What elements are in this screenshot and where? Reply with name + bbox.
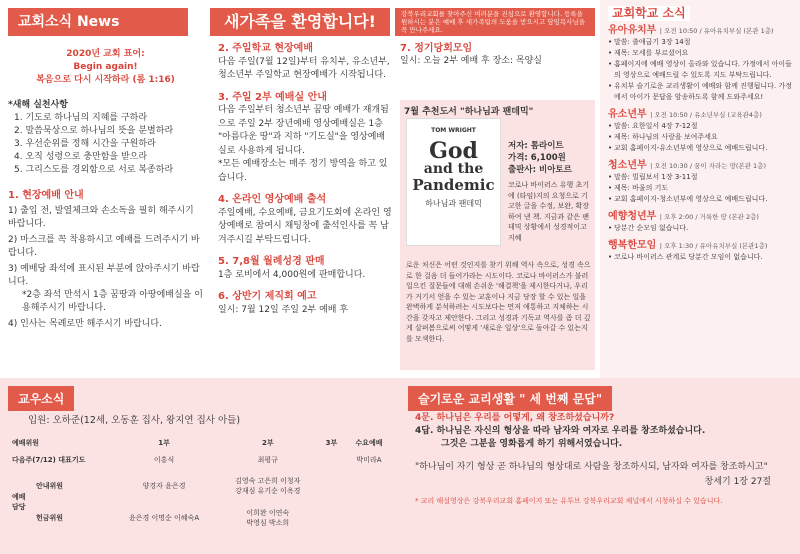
group-happy: 행복한모임 | 오후 1:30 / 유아유치부실 (본관1층) • 코로나 바이러스 관계로 당분간 모임이 없습니다. (608, 240, 792, 263)
s6-body: 일시: 7월 12일 주일 2부 예배 후 (218, 304, 349, 315)
table-cell: 김영숙 고은희 이청자 강재심 유기순 이옥경 (235, 477, 301, 495)
motto-line-1: Begin again! (73, 62, 138, 72)
s7-title: 7. 정기당회모임 (400, 43, 473, 54)
book-title: 7월 추천도서 "하나님과 팬데믹" (404, 107, 534, 117)
table-row (8, 502, 393, 534)
group-item: • 홈페이지에 예배 영상이 올라와 있습니다. 가정에서 아이들의 영상으로 예배드릴 수 있도록 지도 부탁드립니다. (608, 59, 792, 81)
group-name: 행복한모임 (608, 240, 657, 251)
book-publisher: 출판사: 비아토르 (508, 165, 572, 175)
group-item: • 코로나 바이러스 관계로 당분간 모임이 없습니다. (608, 252, 792, 263)
book-recommendation (400, 100, 595, 370)
welcome-note: 강북우리교회를 찾아주신 여러분을 진심으로 환영합니다. 등록을 원하시는 분은 예배 후 새가족팀의 도움을 받으시고 담임목사님을 꼭 만나주세요. (395, 8, 595, 36)
book-description-2: 로운 처신은 어떤 것인지를 찾기 위해 역사 속으로, 성경 속으로 한 걸음 더 들어가라는 시도이다. 코로나 바이러스가 불러일으킨 질문들에 대해 손쉬운 '해결책'을 제시한다거나, 우리가 거기서 얻을 수 있는 교훈이나 지금 당장 할 수 있는 일을 완벽하게 분석하려는 시도보다는 먼저 애통하고 지체하는 시간을 갖자고 제안한다. 그리고 성경과 기독교 역사를 좀 더 깊게 살펴봄으로써 어떻게 '새로운 일상'으로 돌아갈 수 있는지를 모색한다. (406, 261, 591, 343)
table-cell: 양경자 윤은경 (142, 482, 186, 490)
table-cell: 예배 담당 (12, 493, 26, 511)
doctrine-answer-1: 4답. 하나님은 자신의 형상을 따라 남자와 여자로 우리를 창조하셨습니다. (415, 426, 706, 436)
motto-line-2: 복음으로 다시 시작하라 (롬 1:16) (36, 75, 175, 85)
table-cell (318, 470, 345, 502)
school-header: 교회학교 소식 (608, 6, 690, 21)
group-youth: 청소년부 | 오전 10:30 / 꿈이 자라는 땅(본관 1층) • 말씀: 빌립보서 1장 3-11절 • 제목: 바울의 기도 • 교회 홈페이지-청소년부에 영상으로 예배드립니다. (608, 160, 792, 205)
doctrine-answer-2: 그것은 그분을 영화롭게 하기 위해서였습니다. (441, 439, 623, 449)
table-cell (318, 502, 345, 534)
cover-word-2: and the (423, 161, 484, 177)
practice-title: *새해 실천사항 (8, 100, 69, 110)
doctrine-verse: "하나님이 자기 형상 곧 하나님의 형상대로 사람을 창조하시되, 남자와 여자를 창조하시고" (415, 462, 768, 472)
s2-body: 다음 주일(7월 12일)부터 유치부, 유소년부, 청소년부 주일학교 현장예배가 시작됩니다. (218, 56, 390, 80)
group-item: • 제목: 모세를 부르셨어요 (608, 48, 792, 59)
table-cell: 헌금위원 (36, 514, 64, 522)
group-name: 유아유치부 (608, 25, 657, 36)
group-children: 유소년부 | 오전 10:50 / 유소년부실 (교육관4층) • 말씀: 요한일서 4장 7-12절 • 제목: 하나님의 사랑을 보여주세요 • 교회 홈페이지-유소년부에 영상으로 예배드립니다. (608, 109, 792, 154)
motto-title: 2020년 교회 표어: (66, 49, 145, 59)
s3-title: 3. 주일 2부 예배실 안내 (218, 91, 327, 103)
table-cell (345, 502, 393, 534)
table-cell: 다음주(7/12) 대표기도 (12, 456, 86, 464)
group-kindergarten: 유아유치부 | 오전 10:50 / 유아유치부실 (본관 1층) • 말씀: 출애굽기 3장 14절 • 제목: 모세를 부르셨어요 • 홈페이지에 예배 영상이 올라와 있습니다. 가정에서 아이들의 영상으로 예배드릴 수 있도록 지도 부탁드립니다. • 유치부 슬기로운 교리생활이 예배와 함께 진행됩니다. 가정에서 아이가 문답을 암송하도록 함께 도와주세요! (608, 25, 792, 103)
table-cell (318, 450, 345, 470)
book-description-1: 코로나 바이러스 유행 초기에 (타임)지의 요청으로 기고한 글을 수정, 보완, 확장하여 낸 책. 지금과 같은 팬데믹 상황에서 성경적이고 지혜 (508, 181, 590, 242)
table-cell (345, 470, 393, 502)
s3-body: 다음 주일부터 청소년부 꿈땅 예배가 재개됨으로 주일 2부 장년예배 영상예배실은 1층 "아름다운 땅"과 지하 "기도실"을 영상예배실로 사용하게 됩니다. (218, 105, 389, 156)
table-header: 2부 (261, 439, 274, 447)
cover-word-1: God (429, 138, 478, 164)
table-row (8, 470, 393, 502)
group-item: • 유치부 슬기로운 교리생활이 예배와 함께 진행됩니다. 가정에서 아이가 문답을 암송하도록 함께 도와주세요! (608, 81, 792, 103)
members-news-body: 입원: 오하준(12세, 오동훈 집사, 왕지연 집사 아들) (28, 415, 241, 426)
guide-title: 1. 현장예배 안내 (8, 190, 84, 201)
practice-list (8, 112, 203, 177)
group-item: • 교회 홈페이지-청소년부에 영상으로 예배드립니다. (608, 194, 792, 205)
table-cell: 이희완 이연숙 박영심 박소희 (246, 509, 290, 527)
s7-body: 일시: 오늘 2부 예배 후 장소: 목양실 (400, 56, 542, 66)
guide-item: 3) 예배당 좌석에 표시된 부분에 앉아주시기 바랍니다. (8, 264, 200, 287)
book-price: 가격: 6,100원 (508, 153, 566, 163)
s5-title: 5. 7,8월 월례성경 판매 (218, 256, 325, 267)
s2-title: 2. 주일학교 현장예배 (218, 43, 313, 54)
group-item: • 말씀: 출애굽기 3장 14절 (608, 37, 792, 48)
book-cover (406, 118, 501, 246)
group-time: 오후 2:00 / 거룩한 땅 (본관 2층) (664, 213, 759, 221)
cover-korean-title: 하나님과 팬데믹 (425, 199, 482, 208)
group-young-adults: 예향청년부 | 오후 2:00 / 거룩한 땅 (본관 2층) • 당분간 순모임 없습니다. (608, 211, 792, 234)
table-header: 수요예배 (355, 439, 383, 447)
group-item: • 제목: 하나님의 사랑을 보여주세요 (608, 132, 792, 143)
group-item: • 교회 홈페이지-유소년부에 영상으로 예배드립니다. (608, 143, 792, 154)
table-cell: 이흥식 (153, 456, 175, 464)
column-announcements (218, 40, 393, 317)
book-author: 저자: 톰라이트 (508, 141, 564, 151)
guide-list (8, 205, 203, 331)
table-cell: 안내위원 (36, 482, 64, 490)
worship-duty-table (8, 436, 393, 534)
guide-note: *2층 좌석 만석시 1층 꿈땅과 아땅에배실을 이용해주시기 바랍니다. (22, 290, 203, 313)
table-cell: 최평규 (257, 456, 278, 464)
practice-item: 3. 우선순위를 정해 시간을 구원하라 (14, 139, 156, 149)
table-cell: 박미라A (356, 456, 382, 464)
group-time: 오전 10:50 / 유소년부실 (교육관4층) (654, 111, 762, 119)
table-header: 예배위원 (12, 439, 40, 447)
s4-title: 4. 온라인 영상예배 출석 (218, 194, 327, 205)
s5-body: 1층 로비에서 4,000원에 판매합니다. (218, 269, 366, 280)
group-item: • 당분간 순모임 없습니다. (608, 223, 792, 234)
practice-item: 4. 오직 성령으로 충만함을 받으라 (14, 152, 148, 162)
table-header: 1부 (158, 439, 170, 447)
column-school (600, 0, 800, 378)
book-info (508, 140, 590, 176)
doctrine-question: 4문. 하나님은 우리를 어떻게, 왜 창조하셨습니까? (415, 413, 615, 423)
news-header: 교회소식 News (8, 8, 188, 36)
table-header-row (8, 436, 393, 450)
doctrine-verse-ref: 창세기 1장 27절 (704, 477, 771, 487)
welcome-header: 새가족을 환영합니다! (210, 8, 390, 36)
group-time: 오전 10:30 / 꿈이 자라는 땅(본관 1층) (654, 162, 766, 170)
column-news (8, 40, 203, 331)
s4-body: 주일예배, 수요예배, 금요기도회에 온라인 영상예배로 참여시 채팅창에 출석인사를 꼭 남겨주시길 부탁드립니다. (218, 207, 392, 245)
group-time: 오후 1:30 / 유아유치부실 (본관1층) (664, 242, 768, 250)
doctrine-footnote: * 교리 해설영상은 강북우리교회 홈페이지 또는 유투브 강북우리교회 채널에서 시청하실 수 있습니다. (415, 497, 723, 505)
s6-title: 6. 상반기 제직회 예고 (218, 291, 317, 302)
group-name: 예향청년부 (608, 211, 657, 222)
doctrine-header: 슬기로운 교리생활 " 세 번째 문답" (408, 386, 612, 411)
table-row (8, 450, 393, 470)
group-item: • 제목: 바울의 기도 (608, 183, 792, 194)
cover-word-3: Pandemic (412, 176, 495, 194)
group-item: • 말씀: 요한일서 4장 7-12절 (608, 121, 792, 132)
practice-item: 5. 그리스도를 경외함으로 서로 복종하라 (14, 165, 174, 175)
guide-item: 4) 인사는 목례로만 해주시기 바랍니다. (8, 319, 162, 329)
group-item: • 말씀: 빌립보서 1장 3-11절 (608, 172, 792, 183)
cover-author: TOM WRIGHT (431, 127, 476, 134)
table-header: 3부 (325, 439, 338, 447)
members-news-header: 교우소식 (8, 386, 74, 411)
practice-item: 2. 말씀묵상으로 하나님의 뜻을 분별하라 (14, 126, 174, 136)
practice-item: 1. 기도로 하나님의 지혜를 구하라 (14, 113, 148, 123)
guide-item: 1) 출입 전, 발열체크와 손소독을 필히 해주시기 바랍니다. (8, 206, 194, 229)
s3-note: *모든 예배장소는 매주 정기 방역을 하고 있습니다. (218, 159, 388, 183)
guide-item: 2) 마스크를 꼭 착용하시고 예배를 드려주시기 바랍니다. (8, 235, 200, 258)
column-meeting (400, 40, 595, 68)
group-time: 오전 10:50 / 유아유치부실 (본관 1층) (664, 27, 774, 35)
doctrine-content (415, 412, 795, 508)
table-cell: 윤은경 이명순 이혜숙A (129, 514, 200, 522)
group-name: 청소년부 (608, 160, 647, 171)
group-name: 유소년부 (608, 109, 647, 120)
